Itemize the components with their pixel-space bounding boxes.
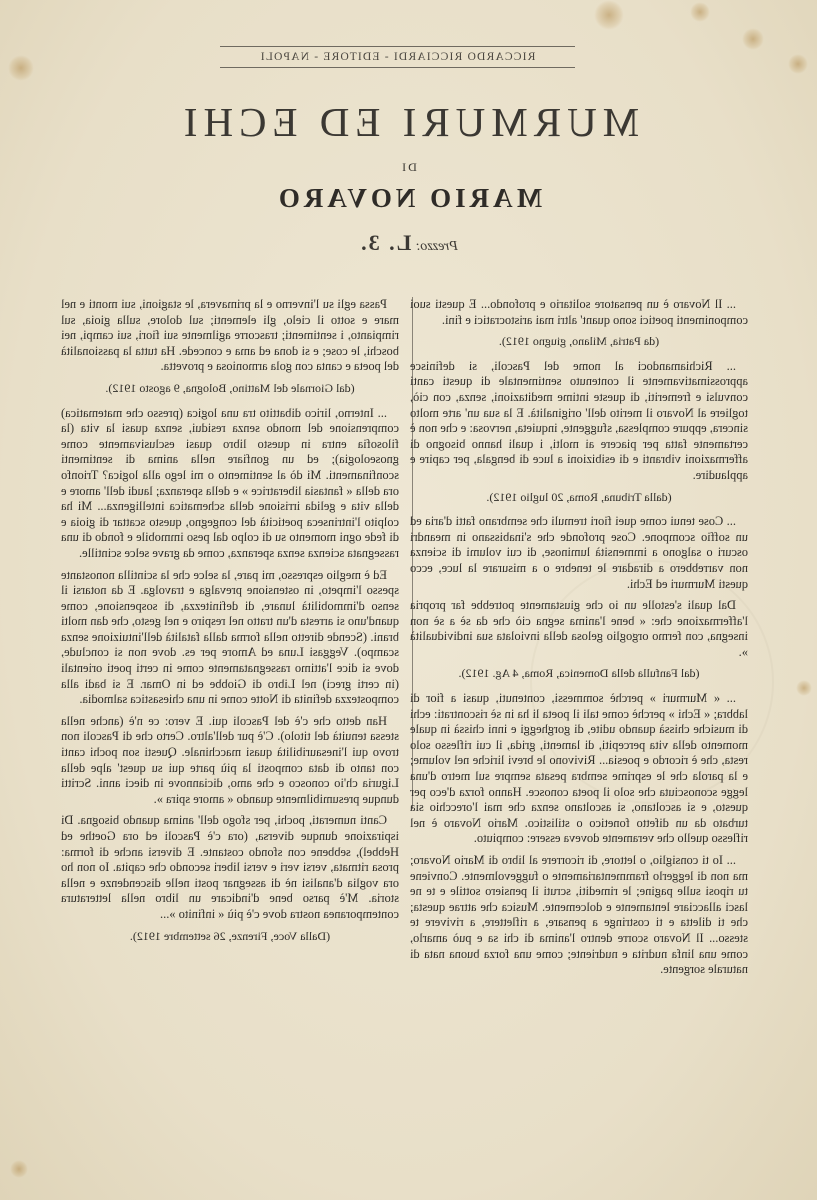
price-line — [0, 230, 817, 256]
title-di: DI — [400, 160, 417, 174]
review-paragraph: ... Richiamandoci al nome del Pascoli, si definisce approssimativamente il contenuto sentimentale di questi canti convulsi e fremeriti, di queste intime meditazioni, senza, con ciò, togliere al Novaro il merito dell' originalità. E la sua un' arte molto sincera, eppure complessa, sfuggente, inquieta, nervosa: e che non è certamente fatta per piacere ai molti, i quali hanno bisogno di affermazioni vibranti e di esibizioni a luce di bengala, per capire e applaudire. — [410, 358, 748, 482]
review-source: (dal Giornale del Mattino, Bologna, 9 agosto 1912). — [105, 380, 355, 395]
review-source: (dalla Tribuna, Roma, 20 luglio 1912). — [486, 489, 672, 504]
price-value: L. 3. — [359, 230, 412, 255]
review-paragraph: ... Io ti consiglio, o lettore, di ricorrere al libro di Mario Novaro; ma non di leggerlo frammentariamente o fuggevolmente. Conviene tu riposi sulle pagine; le rimediti, scruti il pensiero sottile e te ne lasci allacciare lentamente e dolcemente. Musica che attrae questa; che ti diletta e ti costringe a pensare, a riflettere, a rivivere te stesso... Il Novaro scorre dentro l'anima di chi sa e può amarlo, come una linfa nudrita e nudriente; come una forza buona nata di naturale sorgente. — [410, 853, 748, 977]
review-paragraph: ... Interno, lirico dibattito tra una logica (presso che matematica) comprensione del mondo senza residui, senza quasi la vita (la filosofia entra in questo libro quasi esclusivamente come gnoseologia); ed un gonfiare nella anima di sentimenti sconfinamenti. Mi dò al sentimento o mi lego alla logica? Trionfo ora della « fantasia liberatrice » e della speranza; laudi dell' amore e della vita e gelida irrisione della schematica intelligenza... Mi ha colpito l'intrinseca poeticità del congegno, questo scattar di gioia e di fede ogni momento su di colpo dal peso immobile e fondo di una rassegnata scienza senza speranza, come da grave selce scintille. — [61, 405, 399, 560]
review-column-2 — [61, 297, 399, 953]
review-paragraph: ... « Murmuri » perchè sommessi, contenuti, quasi a fior di labbra; « Echi » perchè come tali il poeta li ha in sè riscontrati: echi di musiche chissà quando udite, di gorgheggi e inni chissà in quale momento della vita percepiti, di lamenti, grida, il cui riflesso solo resta, che è ricordo e poesia... Rivivono le brevi liriche nel volume; e la parola che le esprime sembra pesata sempre sul metro d'una legge sconosciuta che solo il poeta conosce. Hanno forza d'eco per questo, e si ascoltano, si ascoltano senza che mai l'orecchio sia turbato da un difetto fonetico o stilistico. Mario Novaro è nel riflesso quello che veramente doveva essere: compiuto. — [410, 691, 748, 846]
review-column-1 — [410, 297, 748, 984]
review-paragraph: Dal quali s'estolle un io che giustamente potrebbe far propria l'affermazione che: « bene l'anima segna ciò che da sè a sè non insegna, con fermo orgoglio gelosa della inviolata sua individualità ». — [410, 598, 748, 659]
author-name: MARIO NOVARO — [274, 183, 543, 213]
review-paragraph: Han detto che c'è del Pascoli qui. E vero: ce n'è (anche nella stessa tenuità del titolo). C'è pur dell'altro. Certo che di Pascoli non trovo qui l'inesauribilità quasi macchinale. Questi son pochi canti con tanto di data composti la più parte qui su quest' alpe della Liguria ch'io conosco e che amo, diciannove in dieci anni. Scritti dunque presumibilmente quando « amore spira ». — [61, 713, 399, 806]
publisher-header: RICCARDO RICCIARDI - EDITORE - NAPOLI — [220, 46, 575, 68]
review-paragraph: Passa egli su l'inverno e la primavera, le stagioni, sui monti e nel mare e sotto il cielo, gli elementi; sul dolore, sulla gioia, sul rimpianto, i sentimenti; trascorre agilmente sui fiori, sui campi, nei boschi, le cose; e si dona ed ama e concede. Ha tutta la passionalità del poeta e canta con gola armoniosa e provetta. — [61, 297, 399, 374]
price-label: Prezzo: — [415, 239, 458, 254]
review-paragraph: Canti numerati, pochi, per sfogo dell' anima quando bisogna. Di ispirazione dunque diversa, (ora c'è Pascoli ed ora Goethe ed Hebbel), sebbene con sfondo costante. E diversi anche di forma: prosa ritmata, versi veri e versi liberi secondo che capita. Io non ho ora voglia d'analisi nè di assegnar posti nelle discendenze e nella storia. M'è parso bene d'indicare un libro nella letteratura contemporanea nostra dove c'è più « infinito »... — [61, 813, 399, 921]
review-paragraph: ... Cose tenui come quei fiori tremuli che sembrano fatti d'aria ed un soffio scompone. Cose profonde che s'inabissano in meandri oscuri o salgono a immensità luminose, di cui volumi di scienza non varrebbero a diradare le tenebre o a misurare la luce, ecco questi Murmuri ed Echi. — [410, 514, 748, 591]
review-paragraph: Ed è meglio espresso, mi pare, la selce che la scintilla nonostante spesso l'impeto, in ostensione prevalga e travolga. E da notarsi il senso d'immobilità lunare, di definitezza, di sospensione, come quand'uno si arresta d'un tratto nel respiro e nel gesto, che dan molti brani. (Scende diretto nella forma dalla fatalità dell'intuizione senza scampo). Veggasi Luna ed Amore per es. dove non si conclude, dove si dice l'attimo rassegnatamente come in certi poeti orientali (in certi greci) nel Libro di Giobbe ed in Omar. E si badi alla compostezza definita di Notte come in una chiesastica salmodia. — [61, 567, 399, 707]
review-paragraph: ... Il Novaro è un pensatore solitario e profondo... E questi suoi componimenti poetici sono quant' altri mai aristocratici e fini. — [410, 297, 748, 327]
review-source: (dal Fanfulla della Domenica, Roma, 4 Ag. 1912). — [458, 666, 700, 681]
review-source: (Dalla Voce, Firenze, 26 settembre 1912). — [129, 928, 331, 943]
book-title: MURMURI ED ECHI — [177, 99, 640, 145]
review-source: (da Patria, Milano, giugno 1912). — [498, 334, 660, 349]
